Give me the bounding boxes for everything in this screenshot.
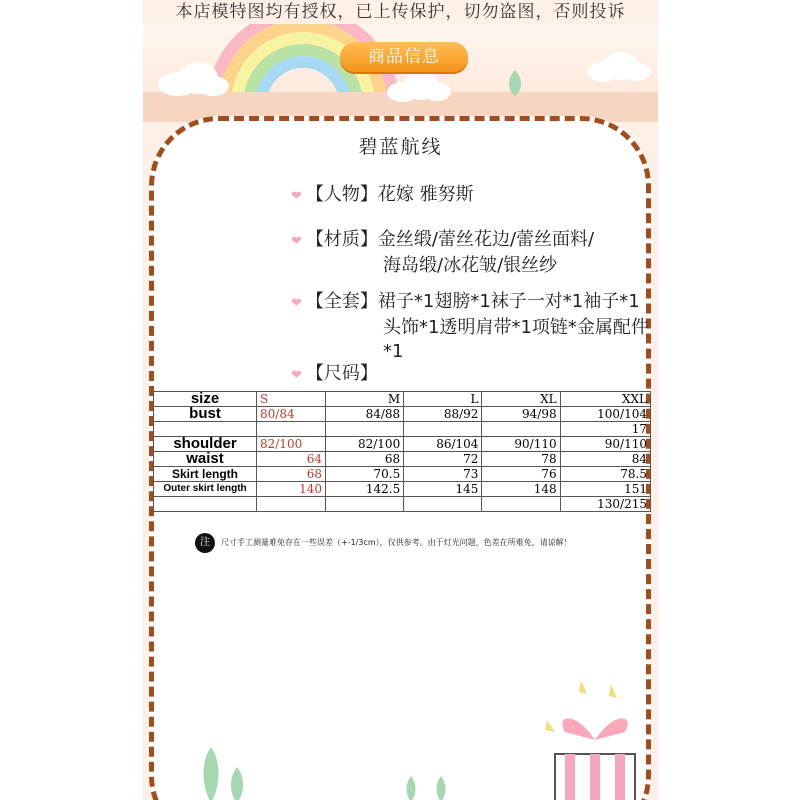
product-info-page <box>143 0 658 800</box>
heart-icon: ❤ <box>291 368 302 383</box>
table-row: 130/215 <box>154 497 651 512</box>
gift-box-icon <box>535 670 655 800</box>
info-size: ❤ 【尺码】 <box>291 363 378 384</box>
leaf-icon <box>401 772 461 800</box>
leaf-icon <box>505 68 525 98</box>
heart-icon: ❤ <box>291 234 302 249</box>
table-row: waist 64 68 72 78 84 <box>154 452 651 467</box>
note-badge: 注 <box>195 533 215 553</box>
table-row: Outer skirt length 140 142.5 145 148 151 <box>154 482 651 497</box>
cloud-icon <box>583 50 653 84</box>
table-row: 17 <box>154 422 651 437</box>
leaf-icon <box>193 745 253 800</box>
measurement-note: 注 尺寸手工测量难免存在一些误差（+-1/3cm），仅供参考。由于灯光问题，色差在所难免，请谅解！ <box>195 532 645 554</box>
info-material: ❤ 【材质】金丝缎/蕾丝花边/蕾丝面料/ 海岛缎/冰花皱/银丝纱 <box>291 229 595 276</box>
heart-icon: ❤ <box>291 189 302 204</box>
info-set: ❤ 【全套】裙子*1翅膀*1袜子一对*1袖子*1 头饰*1透明肩带*1项链*金属配件*1 <box>291 291 649 362</box>
heart-icon: ❤ <box>291 296 302 311</box>
table-row: Skirt length 68 70.5 73 76 78.5 <box>154 467 651 482</box>
cloud-icon <box>383 70 453 104</box>
table-row: bust 80/84 84/88 88/92 94/98 100/104 <box>154 407 651 422</box>
size-table <box>153 391 651 512</box>
product-title: 碧蓝航线 <box>358 136 443 158</box>
table-row: shoulder 82/100 82/100 86/104 90/110 90/110 <box>154 437 651 452</box>
table-row: size S M L XL XXL <box>154 392 651 407</box>
info-character: ❤ 【人物】花嫁 雅努斯 <box>291 184 474 205</box>
cloud-icon <box>153 58 233 98</box>
product-info-banner: 商品信息 <box>340 42 468 72</box>
copyright-notice: 本店模特图均有授权，已上传保护，切勿盗图，否则投诉 <box>175 2 626 22</box>
